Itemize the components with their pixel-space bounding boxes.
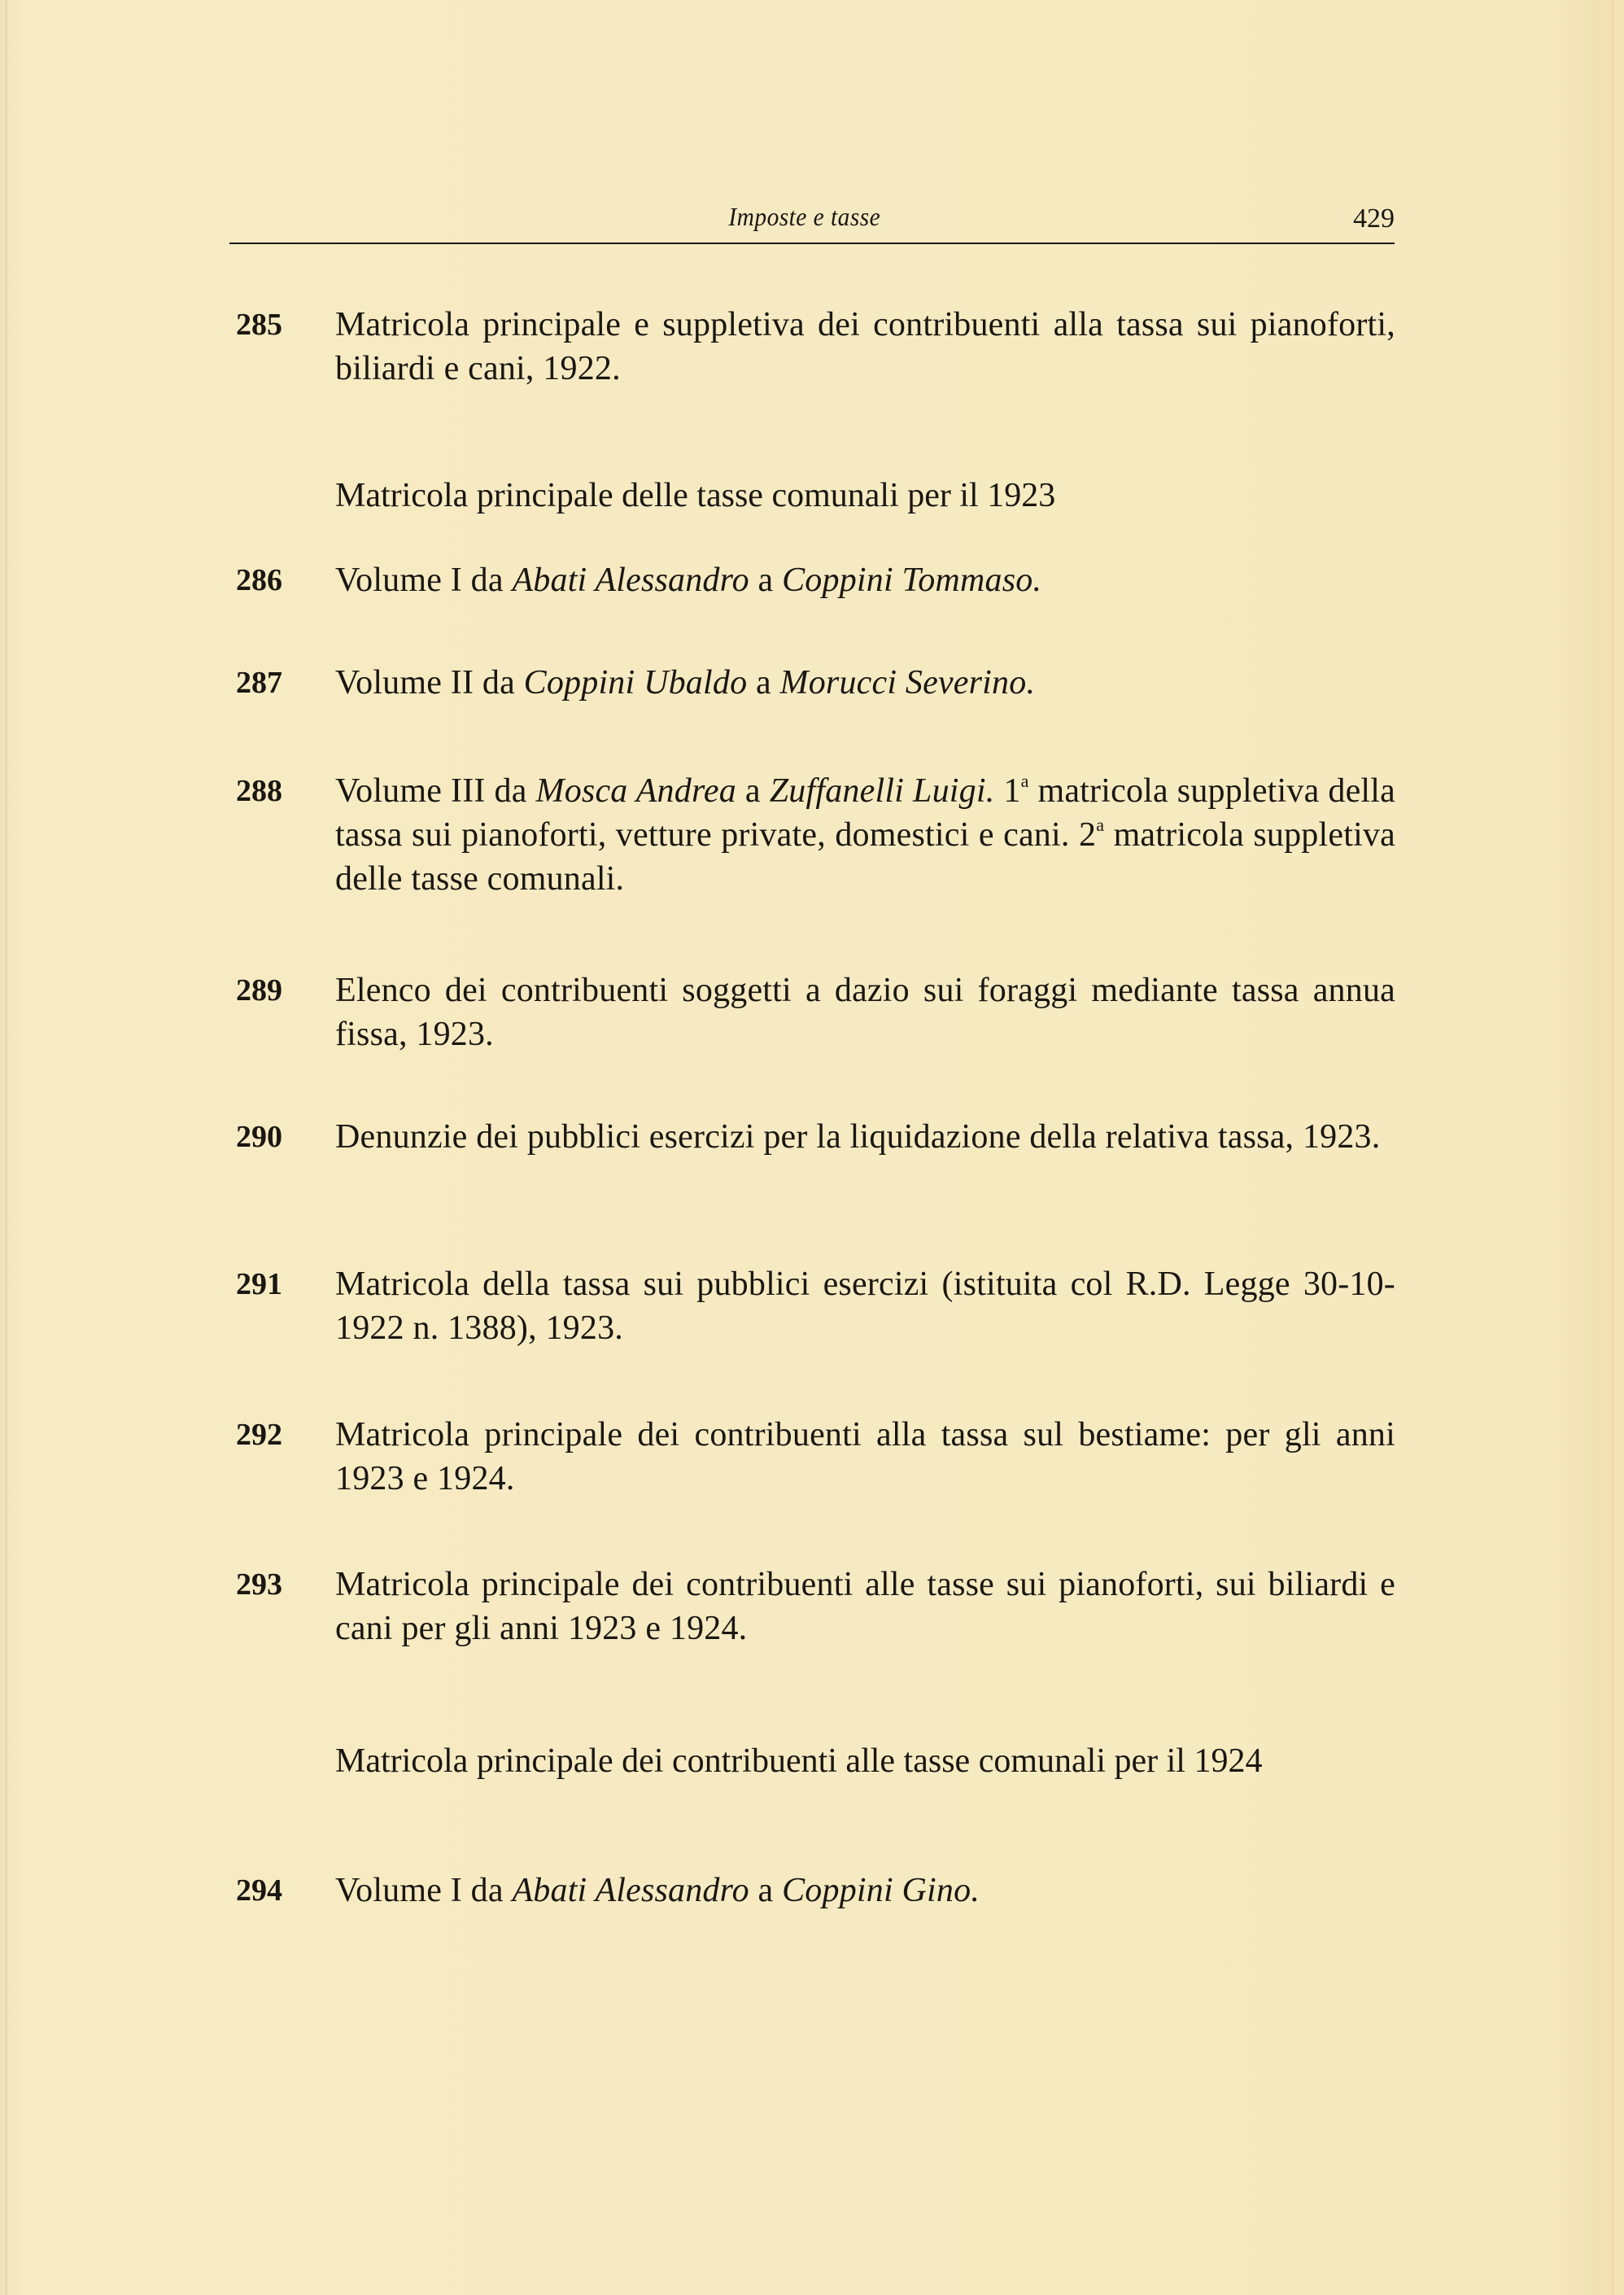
subheading-1923: Matricola principale delle tasse comunali per il 1923 bbox=[335, 477, 1056, 514]
binding-edge bbox=[5, 0, 7, 2295]
entry-number: 287 bbox=[236, 666, 282, 700]
name-to: Morucci Severino. bbox=[779, 664, 1036, 702]
entry-text: Denunzie dei pubblici esercizi per la liquidazione della relativa tassa, 1923. bbox=[335, 1118, 1381, 1156]
entry-text: Volume II da Coppini Ubaldo a Morucci Severino. bbox=[335, 664, 1036, 702]
entry-text: Volume I da Abati Alessandro a Coppini Gino. bbox=[335, 1872, 980, 1909]
entry-number: 291 bbox=[236, 1267, 282, 1301]
name-to: Coppini Tommaso. bbox=[782, 562, 1042, 599]
name-from: Mosca Andrea bbox=[535, 772, 736, 810]
entry-number: 285 bbox=[236, 308, 282, 342]
name-to: Zuffanelli Luigi. bbox=[769, 772, 995, 810]
entry-text: Matricola della tassa sui pubblici esercizi (istituita col R.D. Legge 30-10-1922 n. 1388), 1923. bbox=[335, 1266, 1395, 1347]
entry-285 bbox=[236, 303, 1395, 391]
entry-text: Matricola principale dei contribuenti alle tasse sui pianoforti, sui biliardi e cani per gli anni 1923 e 1924. bbox=[335, 1566, 1395, 1647]
entry-289 bbox=[236, 968, 1395, 1056]
entry-text: Volume I da Abati Alessandro a Coppini Tommaso. bbox=[335, 562, 1042, 599]
entry-288 bbox=[236, 769, 1395, 901]
entry-number: 286 bbox=[236, 563, 282, 597]
entry-text: Matricola principale dei contribuenti alla tassa sul bestiame: per gli anni 1923 e 1924. bbox=[335, 1416, 1395, 1497]
running-header bbox=[65, 202, 1559, 232]
entry-291 bbox=[236, 1262, 1395, 1350]
entry-text: Elenco dei contribuenti soggetti a dazio sui foraggi mediante tassa annua fissa, 1923. bbox=[335, 972, 1395, 1053]
entry-text: Matricola principale e suppletiva dei contribuenti alla tassa sui pianoforti, biliardi e cani, 1922. bbox=[335, 306, 1395, 387]
name-from: Abati Alessandro bbox=[512, 1872, 749, 1909]
page-number: 429 bbox=[1353, 203, 1395, 234]
header-rule bbox=[229, 243, 1395, 244]
entry-number: 293 bbox=[236, 1567, 282, 1602]
entry-293 bbox=[236, 1563, 1395, 1650]
name-to: Coppini Gino. bbox=[782, 1872, 980, 1909]
entry-290 bbox=[236, 1115, 1395, 1159]
entry-number: 290 bbox=[236, 1120, 282, 1154]
entry-294 bbox=[236, 1869, 1395, 1912]
entry-286 bbox=[236, 558, 1395, 602]
entry-292 bbox=[236, 1413, 1395, 1501]
entry-text: Volume III da Mosca Andrea a Zuffanelli Luigi. 1$^a$ matricola suppletiva della tassa sui pianoforti, vetture private, domestici e cani. 2$^a$ matricola suppletiva delle tasse comunali. bbox=[335, 771, 1395, 898]
entry-number: 288 bbox=[236, 774, 282, 808]
page-edge bbox=[1611, 0, 1614, 2295]
running-header-title: Imposte e tasse bbox=[728, 202, 881, 231]
name-from: Abati Alessandro bbox=[512, 562, 749, 599]
subheading-1924: Matricola principale dei contribuenti alle tasse comunali per il 1924 bbox=[335, 1742, 1263, 1780]
entry-number: 289 bbox=[236, 973, 282, 1008]
entry-number: 292 bbox=[236, 1418, 282, 1452]
entry-287 bbox=[236, 661, 1395, 705]
entry-number: 294 bbox=[236, 1873, 282, 1908]
name-from: Coppini Ubaldo bbox=[523, 664, 748, 702]
